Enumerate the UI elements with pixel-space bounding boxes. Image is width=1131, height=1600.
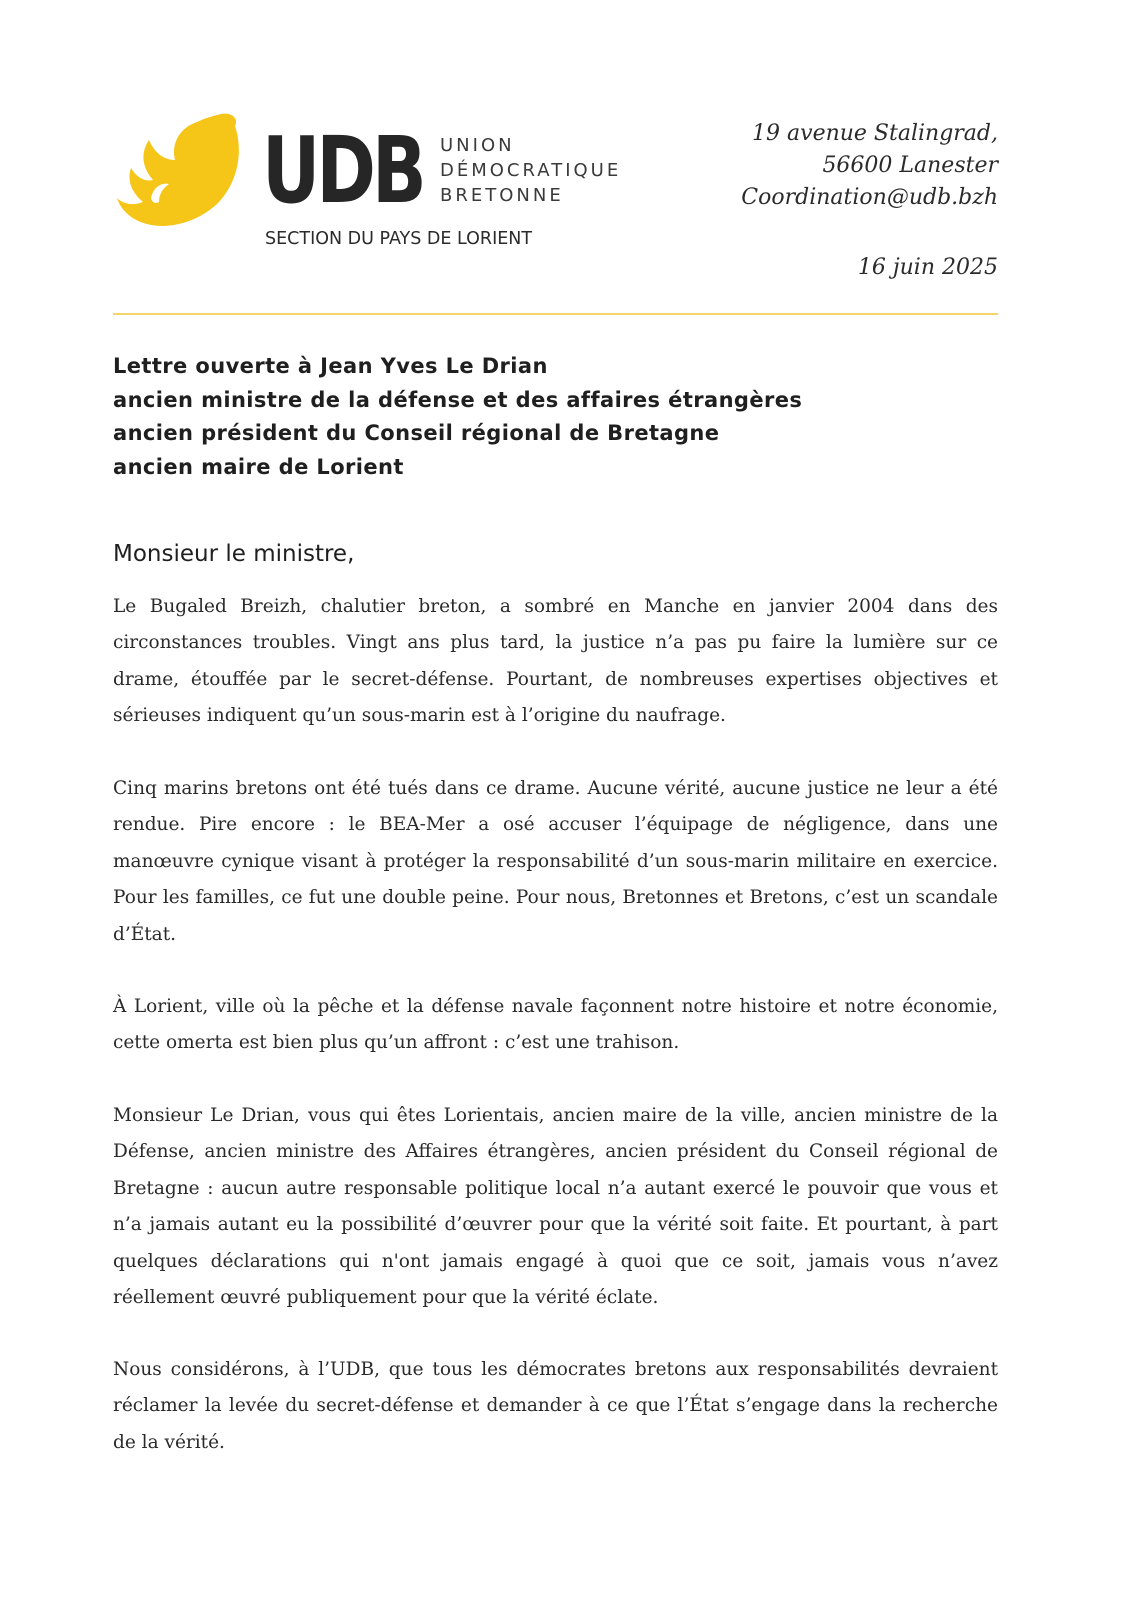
contact-email[interactable]: Coordination@udb.bzh [741,185,998,210]
body-paragraph: Cinq marins bretons ont été tués dans ce drame. Aucune vérité, aucune justice ne leur a été rendue. Pire encore : le BEA-Mer a osé accuser l’équipage de négligence, dans une manœuvre cynique visant à protéger la responsabilité d’un sous-marin militaire en exercice. Pour les familles, ce fut une double peine. Pour nous, Bretonnes et Bretons, c’est un scandale d’État. [113,778,998,945]
body-paragraph: Monsieur Le Drian, vous qui êtes Lorientais, ancien maire de la ville, ancien ministre de la Défense, ancien ministre des Affaires étrangères, ancien président du Conseil régional de Bretagne : aucun autre responsable politique local n’a autant exercé le pouvoir que vous et n’a jamais autant eu la possibilité d’œuvrer pour que la vérité soit faite. Et pourtant, à part quelques déclarations qui n'ont jamais engagé à quoi que ce soit, jamais vous n’avez réellement œuvré publiquement pour que la vérité éclate. [113,1105,998,1309]
body-paragraph: Le Bugaled Breizh, chalutier breton, a sombré en Manche en janvier 2004 dans des circonstances troubles. Vingt ans plus tard, la justice n’a pas pu faire la lumière sur ce drame, étouffée par le secret-défense. Pourtant, de nombreuses expertises objectives et sérieuses indiquent qu’un sous-marin est à l’origine du naufrage. [113,596,998,727]
salutation: Monsieur le ministre, [113,541,355,567]
letter-date: 16 juin 2025 [857,255,998,280]
logo-full-line: DÉMOCRATIQUE [440,160,622,181]
title-line: ancien maire de Lorient [113,454,404,479]
body-paragraph: Nous considérons, à l’UDB, que tous les démocrates bretons aux responsabilités devraient réclamer la levée du secret-défense et demander à ce que l’État s’engage dans la recherche de la vérité. [113,1359,998,1453]
title-line: ancien ministre de la défense et des affaires étrangères [113,387,803,412]
logo-abbreviation: UDB [262,117,423,224]
letter-title [113,350,802,484]
logo-full-line: BRETONNE [440,185,564,206]
section-name: SECTION DU PAYS DE LORIENT [265,229,533,249]
address-street: 19 avenue Stalingrad, [752,121,998,146]
address-city: 56600 Lanester [822,153,998,178]
udb-bird-logo-icon [113,110,243,230]
title-line: ancien président du Conseil régional de Bretagne [113,421,720,445]
logo-bird-shape [117,114,239,226]
body-paragraph: À Lorient, ville où la pêche et la défense navale façonnent notre histoire et notre économie, cette omerta est bien plus qu’un affront : c’est une trahison. [113,996,998,1054]
title-line: Lettre ouverte à Jean Yves Le Drian [113,354,548,378]
logo-full-name [440,133,621,208]
header-divider [113,313,998,315]
sender-address [741,118,998,214]
logo-full-line: UNION [440,135,515,156]
